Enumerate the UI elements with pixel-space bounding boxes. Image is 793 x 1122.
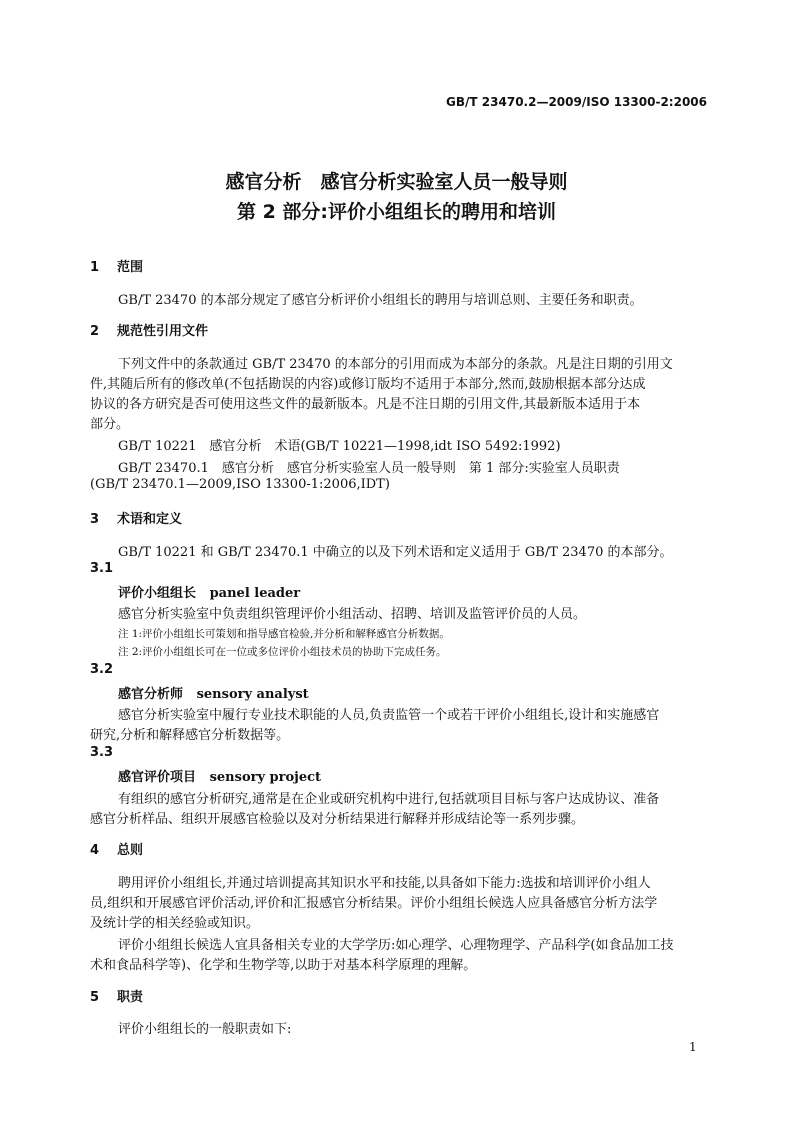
paragraph-line: 术和食品科学等)、化学和生物学等,以助于对基本科学原理的理解。 bbox=[90, 958, 477, 973]
paragraph-line: 评价小组组长候选人宜具备相关专业的大学学历:如心理学、心理物理学、产品科学(如食品加工技 bbox=[118, 938, 674, 953]
paragraph-line: 聘用评价小组组长,并通过培训提高其知识水平和技能,以具备如下能力:选拔和培训评价小组人 bbox=[118, 876, 651, 891]
paragraph-line: 下列文件中的条款通过 GB/T 23470 的本部分的引用而成为本部分的条款。凡是注日期的引用文 bbox=[118, 357, 673, 372]
term-definition-line: 研究,分析和解释感官分析数据等。 bbox=[90, 728, 290, 743]
standard-code: GB/T 23470.2—2009/ISO 13300-2:2006 bbox=[446, 95, 707, 109]
page-number: 1 bbox=[689, 1040, 697, 1054]
section-title: 术语和定义 bbox=[117, 512, 183, 527]
section-title: 职责 bbox=[117, 990, 144, 1005]
term-heading bbox=[118, 683, 309, 702]
paragraph-line: 件,其随后所有的修改单(不包括勘误的内容)或修订版均不适用于本部分,然而,鼓励根据本部分达成 bbox=[90, 377, 646, 392]
section-heading-5 bbox=[90, 986, 143, 1005]
section-number: 3 bbox=[90, 512, 100, 527]
note: 注 1:评价小组组长可策划和指导感官检验,并分析和解释感官分析数据。 bbox=[118, 628, 450, 640]
term-number: 3.1 bbox=[90, 561, 114, 576]
term-number: 3.3 bbox=[90, 745, 114, 760]
normative-reference: GB/T 23470.1 感官分析 感官分析实验室人员一般导则 第 1 部分:实验室人员职责 bbox=[118, 461, 620, 476]
paragraph: 评价小组组长的一般职责如下: bbox=[118, 1022, 292, 1037]
section-heading-4 bbox=[90, 839, 143, 858]
document-title-line1: 感官分析 感官分析实验室人员一般导则 bbox=[225, 171, 568, 193]
document-title-line2: 第 2 部分:评价小组组长的聘用和培训 bbox=[236, 201, 557, 223]
paragraph-line: 协议的各方研究是否可使用这些文件的最新版本。凡是不注日期的引用文件,其最新版本适用于本 bbox=[90, 397, 641, 412]
term-number: 3.2 bbox=[90, 662, 114, 677]
section-number: 5 bbox=[90, 990, 100, 1005]
section-number: 2 bbox=[90, 324, 100, 339]
term-definition-line: 有组织的感官分析研究,通常是在企业或研究机构中进行,包括就项目目标与客户达成协议、准备 bbox=[118, 792, 660, 807]
term-definition: 感官分析实验室中负责组织管理评价小组活动、招聘、培训及监管评价员的人员。 bbox=[118, 607, 587, 622]
section-heading-1 bbox=[90, 256, 143, 275]
paragraph: GB/T 10221 和 GB/T 23470.1 中确立的以及下列术语和定义适用于 GB/T 23470 的本部分。 bbox=[118, 545, 673, 560]
section-heading-3 bbox=[90, 508, 182, 527]
term-definition-line: 感官分析实验室中履行专业技术职能的人员,负责监管一个或若干评价小组组长,设计和实施感官 bbox=[118, 708, 660, 723]
normative-reference: GB/T 10221 感官分析 术语(GB/T 10221—1998,idt ISO 5492:1992) bbox=[118, 439, 561, 454]
term-heading bbox=[118, 582, 300, 601]
section-title: 范围 bbox=[117, 260, 144, 275]
paragraph-line: 员,组织和开展感官评价活动,评价和汇报感官分析结果。评价小组组长候选人应具备感官分析方法学 bbox=[90, 896, 658, 911]
section-title: 规范性引用文件 bbox=[117, 324, 209, 339]
term-en: panel leader bbox=[209, 586, 301, 601]
section-title: 总则 bbox=[117, 843, 144, 858]
section-heading-2 bbox=[90, 320, 208, 339]
term-zh: 感官评价项目 bbox=[118, 770, 197, 785]
note: 注 2:评价小组组长可在一位或多位评价小组技术员的协助下完成任务。 bbox=[118, 646, 447, 658]
term-en: sensory analyst bbox=[196, 687, 309, 702]
paragraph-line: 部分。 bbox=[90, 417, 130, 432]
normative-reference-cont: (GB/T 23470.1—2009,ISO 13300-1:2006,IDT) bbox=[90, 477, 390, 492]
paragraph-line: 及统计学的相关经验或知识。 bbox=[90, 916, 260, 931]
paragraph: GB/T 23470 的本部分规定了感官分析评价小组组长的聘用与培训总则、主要任务和职责。 bbox=[118, 293, 643, 308]
term-zh: 评价小组组长 bbox=[118, 586, 197, 601]
term-en: sensory project bbox=[209, 770, 322, 785]
term-zh: 感官分析师 bbox=[118, 687, 184, 702]
section-number: 4 bbox=[90, 843, 100, 858]
term-definition-line: 感官分析样品、组织开展感官检验以及对分析结果进行解释并形成结论等一系列步骤。 bbox=[90, 812, 585, 827]
term-heading bbox=[118, 766, 321, 785]
section-number: 1 bbox=[90, 260, 100, 275]
